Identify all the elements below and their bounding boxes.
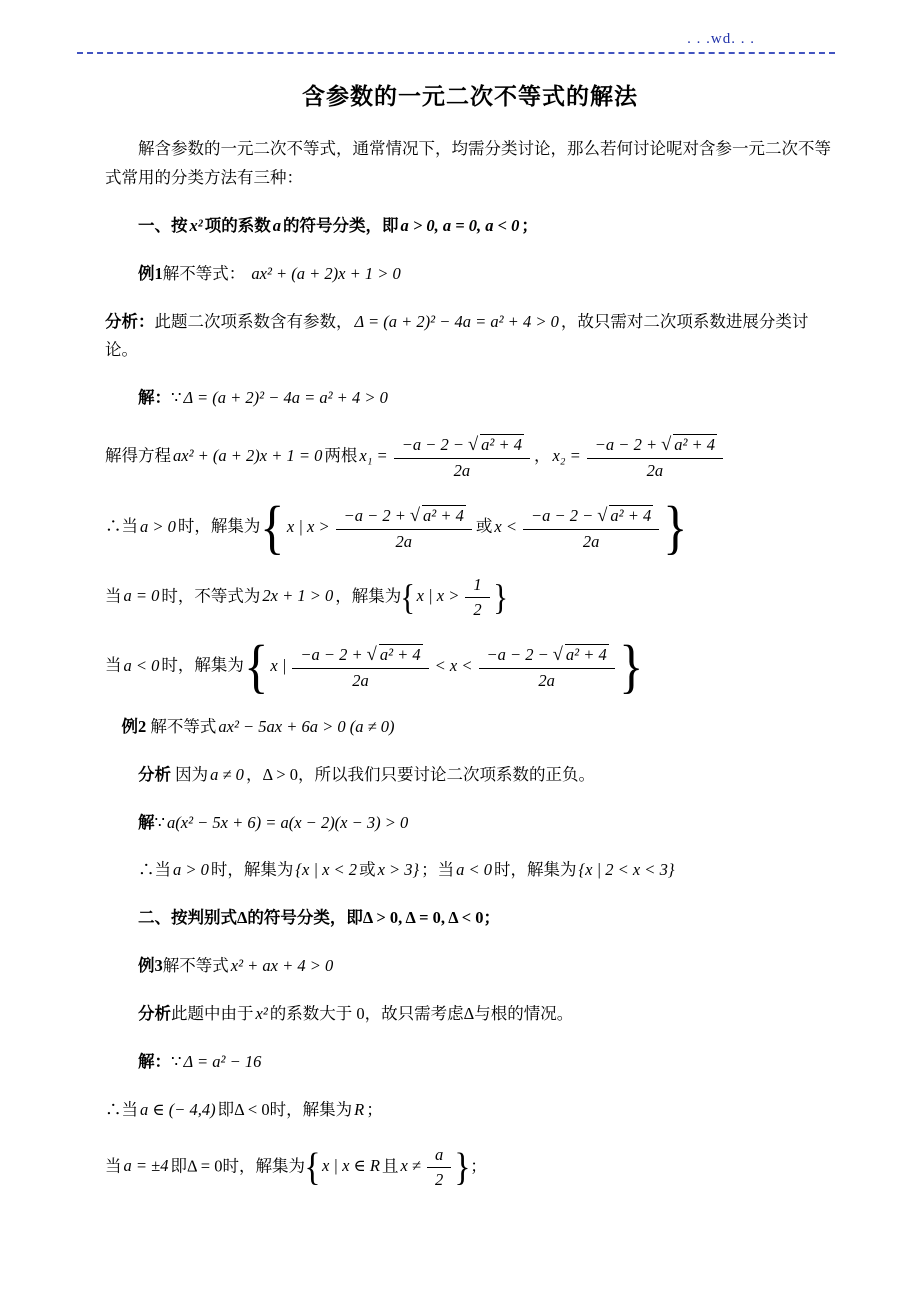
math-run: x | x ∈ R bbox=[321, 1156, 380, 1176]
numerator bbox=[292, 642, 428, 669]
denominator bbox=[523, 530, 659, 553]
math-run: −a − 2 − bbox=[530, 505, 594, 525]
fraction bbox=[292, 642, 428, 692]
big-brace: { bbox=[304, 1144, 321, 1189]
example-2 bbox=[122, 713, 836, 742]
text-run: 的符号分类，即 bbox=[282, 215, 399, 235]
math-run: 2a bbox=[395, 531, 412, 551]
text-run: 或 bbox=[359, 860, 376, 880]
conclusion-2 bbox=[138, 856, 835, 885]
math-run: x² bbox=[255, 1004, 268, 1024]
text-run: 解得方程 bbox=[105, 446, 171, 466]
denominator bbox=[479, 669, 615, 692]
radical-sign-icon: √ bbox=[597, 504, 608, 525]
math-run: Δ = a² − 16 bbox=[183, 1051, 262, 1071]
text-run: 且 bbox=[381, 1156, 399, 1176]
radicand: a² + 4 bbox=[610, 505, 652, 525]
solution-1 bbox=[138, 384, 835, 413]
big-brace: } bbox=[663, 494, 688, 561]
math-run: 2a bbox=[582, 531, 600, 551]
denominator bbox=[336, 530, 472, 553]
radical bbox=[408, 506, 466, 525]
fraction bbox=[336, 503, 472, 553]
math-run: 2 bbox=[434, 1169, 444, 1189]
text-run: ∵ bbox=[171, 388, 182, 408]
math-run: 2x + 1 > 0 bbox=[262, 586, 334, 606]
case-a-positive bbox=[105, 494, 835, 561]
math-run: −a − 2 − bbox=[486, 644, 549, 664]
numerator bbox=[427, 1144, 451, 1168]
math-run: ax² + (a + 2)x + 1 > 0 bbox=[251, 263, 401, 283]
analysis-1 bbox=[105, 308, 835, 366]
text-run: 例1 bbox=[138, 263, 163, 283]
text-run: 因为 bbox=[171, 764, 209, 784]
big-brace: } bbox=[492, 577, 508, 618]
text-run: 时，解集为 bbox=[161, 655, 244, 675]
case-a-zero bbox=[105, 574, 835, 622]
text-run: 解不等式 bbox=[162, 956, 229, 976]
math-run: {x | x < 2 bbox=[295, 860, 358, 880]
numerator bbox=[465, 574, 489, 598]
math-run: 2a bbox=[453, 461, 471, 481]
text-run: ； bbox=[470, 1156, 487, 1176]
text-run: 即Δ < 0时，解集为 bbox=[217, 1099, 353, 1119]
text-run: ； bbox=[366, 1099, 383, 1119]
math-run: R bbox=[354, 1099, 365, 1119]
math-run: a > 0, a = 0, a < 0 bbox=[400, 215, 520, 235]
fraction bbox=[523, 503, 659, 553]
text-run: 例3 bbox=[138, 956, 163, 976]
text-run: 分析 bbox=[138, 1004, 171, 1024]
radical-sign-icon: √ bbox=[366, 643, 377, 664]
math-run: 2 bbox=[473, 600, 482, 620]
text-run: 即Δ = 0时，解集为 bbox=[170, 1156, 305, 1176]
radical bbox=[551, 645, 609, 664]
fraction bbox=[587, 432, 723, 482]
math-run: ax² − 5ax + 6a > 0 (a ≠ 0) bbox=[218, 716, 395, 736]
math-run: x | x > bbox=[286, 516, 330, 536]
text-run: ； bbox=[521, 215, 538, 235]
text-run: ∵ bbox=[154, 812, 165, 832]
math-run: −a − 2 + bbox=[343, 505, 406, 525]
text-run: ∴当 bbox=[105, 1099, 138, 1119]
math-run: 1 bbox=[473, 574, 482, 594]
radical bbox=[466, 435, 524, 454]
text-run: 两根 bbox=[324, 446, 358, 466]
text-run: ，故只需对二次项系数进展分类讨论。 bbox=[105, 311, 809, 360]
denominator bbox=[394, 459, 530, 482]
math-run: x² bbox=[189, 215, 203, 235]
math-run: a bbox=[434, 1144, 444, 1164]
numerator bbox=[479, 642, 615, 669]
math-run: x₁ = bbox=[359, 446, 388, 466]
page-header bbox=[105, 28, 835, 50]
math-run: a(x² − 5x + 6) = a(x − 2)(x − 3) > 0 bbox=[167, 812, 409, 832]
intro-paragraph bbox=[105, 135, 835, 193]
text-run: 当 bbox=[105, 1156, 122, 1176]
math-run: ax² + (a + 2)x + 1 = 0 bbox=[173, 446, 323, 466]
text-run: 项的系数 bbox=[204, 215, 271, 235]
radical bbox=[659, 435, 717, 454]
math-run: a bbox=[272, 215, 281, 235]
text-run: ，Δ > 0，所以我们只要讨论二次项系数的正负。 bbox=[245, 764, 595, 784]
math-run: 2a bbox=[352, 670, 369, 690]
radicand: a² + 4 bbox=[379, 644, 421, 664]
radicand: a² + 4 bbox=[565, 644, 607, 664]
page-title: 含参数的一元二次不等式的解法 bbox=[302, 84, 638, 109]
fraction bbox=[427, 1144, 451, 1192]
case-delta-zero bbox=[105, 1144, 835, 1192]
big-brace: { bbox=[400, 577, 416, 618]
math-run: a = ±4 bbox=[123, 1156, 169, 1176]
radicand: a² + 4 bbox=[481, 435, 522, 455]
numerator bbox=[523, 503, 659, 530]
text-run: ；当 bbox=[421, 860, 455, 880]
text-run: 此题二次项系数含有参数， bbox=[154, 311, 353, 331]
math-run: x ≠ bbox=[400, 1156, 421, 1176]
math-run: −a − 2 + bbox=[594, 435, 658, 455]
numerator bbox=[587, 432, 723, 459]
analysis-2 bbox=[138, 761, 835, 790]
text-run: ∵ bbox=[171, 1051, 182, 1071]
text-run: 此题中由于 bbox=[171, 1004, 254, 1024]
math-run: x < bbox=[494, 516, 517, 536]
big-brace: { bbox=[244, 633, 269, 700]
watermark-text: . . .wd. . . bbox=[687, 31, 755, 47]
text-run: 时，不等式为 bbox=[161, 586, 261, 606]
text-run: ， bbox=[533, 446, 551, 466]
math-run: a > 0 bbox=[140, 516, 176, 536]
text-run: 时，解集为 bbox=[210, 860, 294, 880]
case-delta-negative bbox=[105, 1096, 835, 1125]
math-run: −a − 2 + bbox=[300, 644, 363, 664]
math-run: −a − 2 − bbox=[401, 435, 464, 455]
text-run: 分析 bbox=[138, 764, 171, 784]
radical-sign-icon: √ bbox=[552, 643, 563, 664]
denominator bbox=[465, 598, 489, 621]
math-run: x | bbox=[270, 655, 287, 675]
math-run: x² + ax + 4 > 0 bbox=[230, 956, 334, 976]
fraction bbox=[479, 642, 615, 692]
math-run: a > 0 bbox=[173, 860, 209, 880]
header-dashed-line bbox=[77, 52, 835, 54]
math-run: a ≠ 0 bbox=[210, 764, 244, 784]
text-run: ，解集为 bbox=[335, 586, 402, 606]
big-brace: } bbox=[454, 1144, 471, 1189]
case-a-negative bbox=[105, 633, 835, 700]
text-run: ∴当 bbox=[105, 516, 138, 536]
math-run: {x | 2 < x < 3} bbox=[578, 860, 675, 880]
math-run: a < 0 bbox=[123, 655, 160, 675]
math-run: Δ = (a + 2)² − 4a = a² + 4 > 0 bbox=[183, 388, 388, 408]
math-run: a = 0 bbox=[123, 586, 160, 606]
text-run: 解： bbox=[138, 388, 171, 408]
radical bbox=[595, 506, 653, 525]
fraction bbox=[465, 574, 489, 622]
math-run: x | x > bbox=[416, 586, 460, 606]
text-run: 解含参数的一元二次不等式，通常情况下，均需分类讨论，那么若何讨论呢对含参一元二次不等式常用的分类方法有三种： bbox=[105, 139, 831, 187]
solution-2 bbox=[138, 809, 835, 838]
text-run: 例2 bbox=[121, 716, 147, 736]
radicand: a² + 4 bbox=[423, 505, 464, 525]
math-run: 2a bbox=[538, 670, 555, 690]
text-run: 解： bbox=[138, 1051, 171, 1071]
numerator bbox=[394, 432, 530, 459]
denominator bbox=[292, 669, 428, 692]
numerator bbox=[336, 503, 472, 530]
math-run: x > 3} bbox=[377, 860, 420, 880]
example-1 bbox=[138, 260, 835, 289]
example-3 bbox=[138, 952, 835, 981]
text-run: 或 bbox=[475, 516, 493, 536]
roots-line bbox=[105, 432, 835, 482]
text-run: 当 bbox=[105, 586, 122, 606]
radicand: a² + 4 bbox=[674, 435, 716, 455]
math-run: a ∈ (− 4,4) bbox=[140, 1099, 216, 1119]
text-run: 时，解集为 bbox=[177, 516, 261, 536]
radical-sign-icon: √ bbox=[661, 434, 672, 455]
section-1-heading bbox=[138, 212, 835, 241]
text-run: 当 bbox=[105, 655, 122, 675]
denominator bbox=[587, 459, 723, 482]
big-brace: { bbox=[260, 494, 285, 561]
text-run: 解 bbox=[138, 812, 155, 832]
math-run: 2a bbox=[646, 461, 664, 481]
analysis-3 bbox=[138, 1000, 835, 1029]
radical-sign-icon: √ bbox=[409, 504, 421, 525]
text-run: 解不等式： bbox=[162, 263, 250, 283]
text-run: 分析： bbox=[105, 311, 155, 331]
text-run: ∴当 bbox=[138, 860, 171, 880]
math-run: Δ = (a + 2)² − 4a = a² + 4 > 0 bbox=[354, 311, 559, 331]
text-run: 一、按 bbox=[138, 215, 188, 235]
math-run: < x < bbox=[434, 655, 473, 675]
math-run: a < 0 bbox=[456, 860, 493, 880]
solution-3 bbox=[138, 1048, 835, 1077]
text-run: 二、按判别式Δ的符号分类，即Δ > 0, Δ = 0, Δ < 0； bbox=[138, 908, 501, 928]
denominator bbox=[427, 1168, 451, 1191]
text-run: 解不等式 bbox=[146, 716, 217, 736]
section-2-heading bbox=[138, 904, 835, 933]
text-run: 时，解集为 bbox=[494, 860, 577, 880]
text-run: 的系数大于 0，故只需考虑Δ与根的情况。 bbox=[269, 1004, 574, 1024]
radical bbox=[365, 645, 423, 664]
radical-sign-icon: √ bbox=[467, 434, 479, 455]
big-brace: } bbox=[618, 633, 644, 700]
math-run: x₂ = bbox=[552, 446, 581, 466]
document-body bbox=[105, 135, 835, 1191]
fraction bbox=[394, 432, 530, 482]
